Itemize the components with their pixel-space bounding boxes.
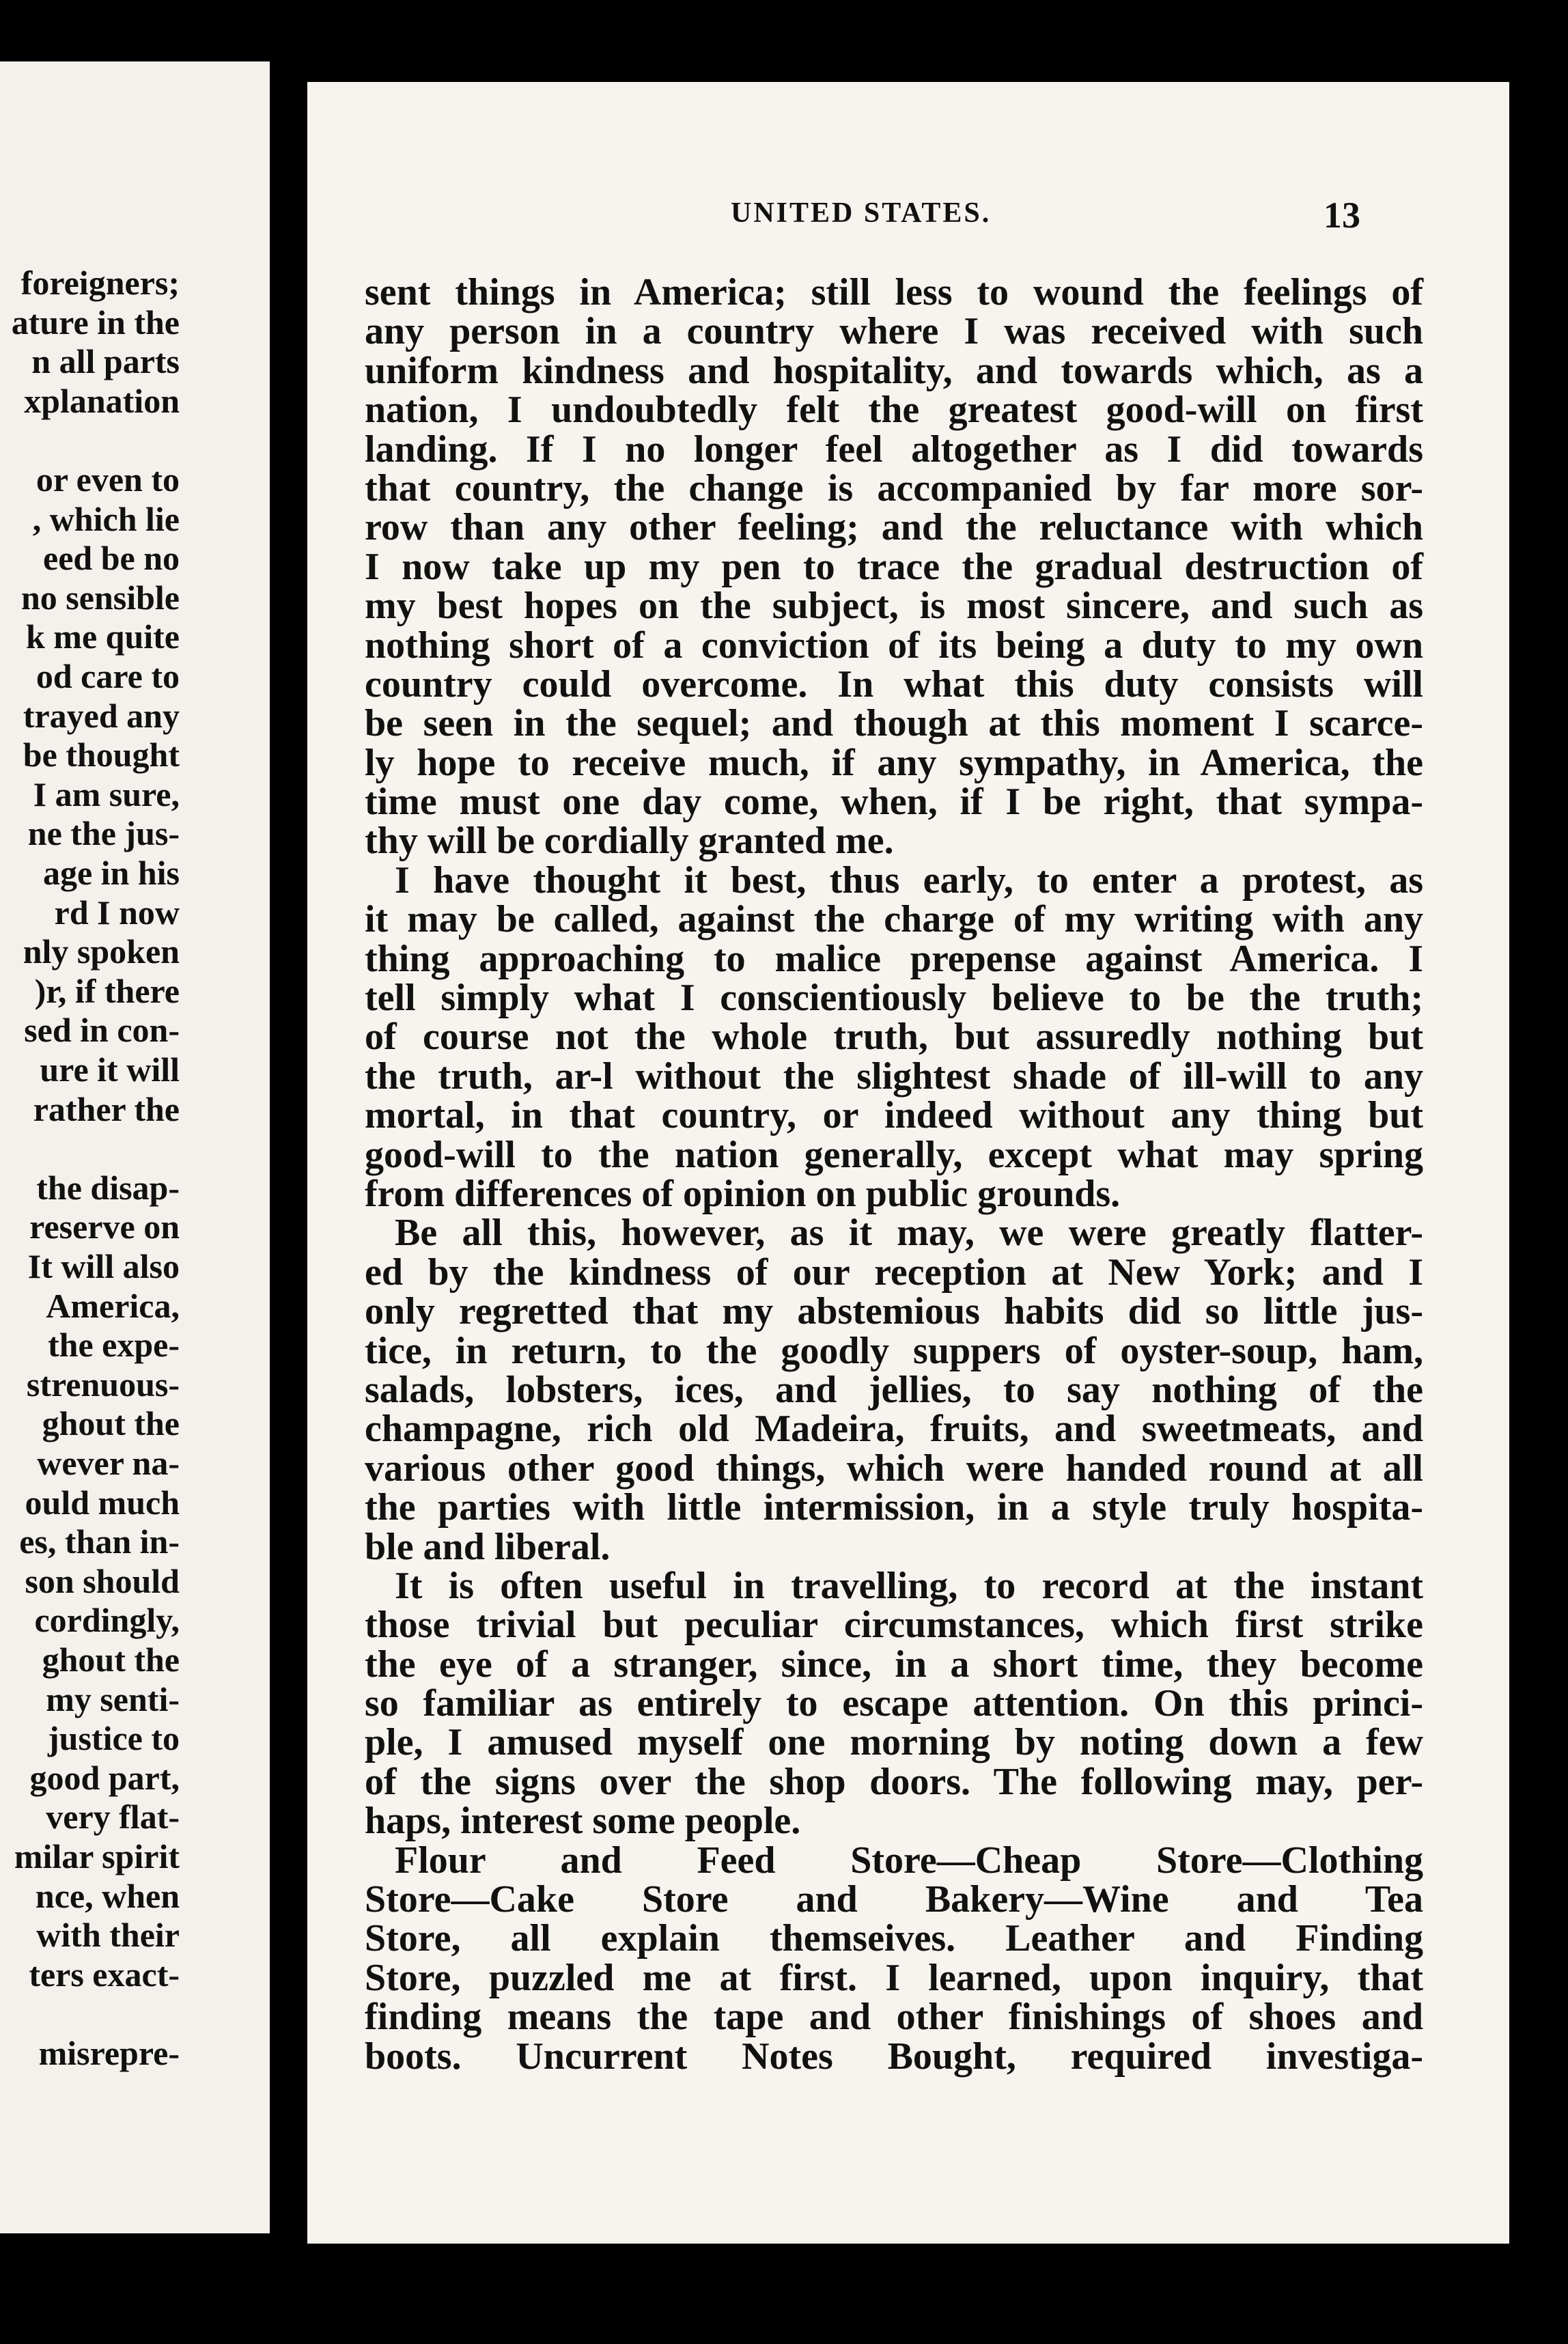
- body-line: the eye of a stranger, since, in a short time, they become: [365, 1643, 1423, 1686]
- left-page-line: ature in the: [11, 303, 180, 341]
- body-line: nation, I undoubtedly felt the greatest good-will on first: [365, 389, 1423, 432]
- body-line: so familiar as entirely to escape attention. On this princi-: [365, 1682, 1423, 1725]
- book-gutter: [270, 0, 311, 2344]
- body-line: finding means the tape and other finishings of shoes and: [365, 1996, 1423, 2039]
- left-page-line: milar spirit: [14, 1837, 180, 1875]
- body-line: salads, lobsters, ices, and jellies, to say nothing of the: [365, 1368, 1423, 1411]
- left-page-line: ne the jus-: [27, 814, 180, 853]
- left-page-line: foreigners;: [20, 264, 180, 302]
- body-line: thy will be cordially granted me.: [365, 820, 894, 863]
- body-line: haps, interest some people.: [365, 1800, 801, 1843]
- body-line: the parties with little intermission, in a style truly hospita-: [365, 1486, 1423, 1529]
- body-line: good-will to the nation generally, except what may spring: [365, 1133, 1423, 1176]
- body-line: it may be called, against the charge of my writing with any: [365, 898, 1423, 941]
- body-line: country could overcome. In what this duty consists will: [365, 662, 1423, 706]
- left-page-line: es, than in-: [19, 1522, 180, 1561]
- body-line: that country, the change is accompanied by far more sor-: [365, 466, 1423, 510]
- body-line: row than any other feeling; and the reluctance with which: [365, 506, 1423, 549]
- body-line: sent things in America; still less to wound the feelings of: [365, 271, 1423, 313]
- left-page-fragment: [0, 61, 270, 2233]
- left-page-line: strenuous-: [26, 1365, 180, 1404]
- left-page-line: , which lie: [32, 499, 180, 538]
- body-line: various other good things, which were handed round at all: [365, 1447, 1423, 1490]
- left-page-line: ghout the: [42, 1404, 180, 1443]
- body-line: those trivial but peculiar circumstances, which first strike: [365, 1604, 1423, 1647]
- left-page-line: very flat-: [46, 1798, 180, 1837]
- left-page-line: nce, when: [35, 1876, 180, 1915]
- left-page-line: age in his: [42, 854, 180, 892]
- left-page-line: America,: [46, 1286, 180, 1325]
- left-page-line: )r, if there: [34, 971, 180, 1010]
- body-line: Store—Cake Store and Bakery—Wine and Tea: [365, 1878, 1423, 1921]
- left-page-line: rd I now: [54, 893, 180, 932]
- left-page-line: eed be no: [43, 539, 180, 578]
- body-line: of the signs over the shop doors. The following may, per-: [365, 1760, 1423, 1803]
- left-page-line: I am sure,: [33, 775, 180, 813]
- left-page-line: son should: [25, 1561, 180, 1600]
- body-line: mortal, in that country, or indeed without any thing but: [365, 1094, 1423, 1137]
- left-page-line: justice to: [48, 1719, 180, 1758]
- left-page-line: wever na-: [37, 1444, 180, 1482]
- left-page-line: nly spoken: [23, 932, 180, 971]
- page-header: [307, 197, 1509, 245]
- body-line: Store, all explain themseives. Leather and Finding: [365, 1917, 1423, 1960]
- body-line: the truth, ar-l without the slightest shade of ill-will to any: [365, 1055, 1423, 1098]
- body-line: from differences of opinion on public grounds.: [365, 1172, 1121, 1215]
- body-line: of course not the whole truth, but assuredly nothing but: [365, 1016, 1423, 1059]
- body-line: I have thought it best, thus early, to enter a protest, as: [395, 859, 1423, 902]
- left-page-line: trayed any: [23, 696, 180, 735]
- left-page-line: misrepre-: [38, 2034, 180, 2072]
- body-line: Flour and Feed Store—Cheap Store—Clothing: [395, 1839, 1423, 1882]
- left-page-line: ould much: [25, 1483, 180, 1522]
- body-line: any person in a country where I was received with such: [365, 310, 1423, 353]
- body-line: ble and liberal.: [365, 1525, 611, 1568]
- left-page-line: rather the: [33, 1089, 180, 1128]
- left-page-line: reserve on: [29, 1208, 180, 1246]
- left-page-line: my senti-: [46, 1679, 180, 1718]
- right-page: [307, 82, 1509, 2244]
- body-line: ple, I amused myself one morning by noting down a few: [365, 1721, 1423, 1764]
- body-line: time must one day come, when, if I be right, that sympa-: [365, 781, 1423, 824]
- running-head: UNITED STATES.: [731, 197, 992, 229]
- left-page-line: the expe-: [48, 1326, 180, 1365]
- body-line: boots. Uncurrent Notes Bought, required investiga-: [365, 2035, 1423, 2078]
- body-line: Store, puzzled me at first. I learned, upon inquiry, that: [365, 1956, 1423, 1999]
- body-line: only regretted that my abstemious habits did so little jus-: [365, 1290, 1423, 1333]
- left-page-line: n all parts: [31, 342, 180, 381]
- left-page-line: no sensible: [20, 578, 180, 617]
- left-page-line: good part,: [29, 1758, 180, 1797]
- left-page-line: od care to: [36, 657, 180, 695]
- left-page-line: ure it will: [40, 1050, 180, 1089]
- body-line: ly hope to receive much, if any sympathy, in America, the: [365, 741, 1423, 784]
- body-line: be seen in the sequel; and though at this moment I scarce-: [365, 702, 1423, 745]
- body-line: my best hopes on the subject, is most sincere, and such as: [365, 585, 1423, 628]
- body-line: champagne, rich old Madeira, fruits, and sweetmeats, and: [365, 1408, 1423, 1451]
- body-line: nothing short of a conviction of its being a duty to my own: [365, 624, 1423, 667]
- body-line: ed by the kindness of our reception at New York; and I: [365, 1251, 1423, 1294]
- body-line: tice, in return, to the goodly suppers of oyster-soup, ham,: [365, 1329, 1423, 1372]
- body-line: landing. If I no longer feel altogether as I did towards: [365, 428, 1423, 471]
- left-page-line: sed in con-: [24, 1011, 180, 1050]
- left-page-line: cordingly,: [34, 1601, 180, 1640]
- body-text: [365, 273, 1423, 2076]
- left-page-line: xplanation: [24, 381, 180, 420]
- body-line: Be all this, however, as it may, we were greatly flatter-: [395, 1212, 1423, 1255]
- left-page-line: It will also: [27, 1247, 180, 1285]
- body-line: I now take up my pen to trace the gradual destruction of: [365, 545, 1423, 588]
- body-line: uniform kindness and hospitality, and towards which, as a: [365, 349, 1423, 392]
- left-page-line: with their: [36, 1916, 180, 1955]
- left-page-line: the disap-: [36, 1168, 180, 1207]
- left-page-line: be thought: [23, 736, 180, 775]
- page-number: 13: [1324, 195, 1360, 236]
- body-line: It is often useful in travelling, to record at the instant: [395, 1564, 1423, 1607]
- left-page-line: k me quite: [26, 617, 180, 656]
- body-line: thing approaching to malice prepense against America. I: [365, 937, 1423, 980]
- left-page-line: or even to: [36, 460, 180, 499]
- body-line: tell simply what I conscientiously believe to be the truth;: [365, 977, 1423, 1020]
- left-page-line: ghout the: [42, 1641, 180, 1679]
- left-page-line: ters exact-: [29, 1955, 180, 1994]
